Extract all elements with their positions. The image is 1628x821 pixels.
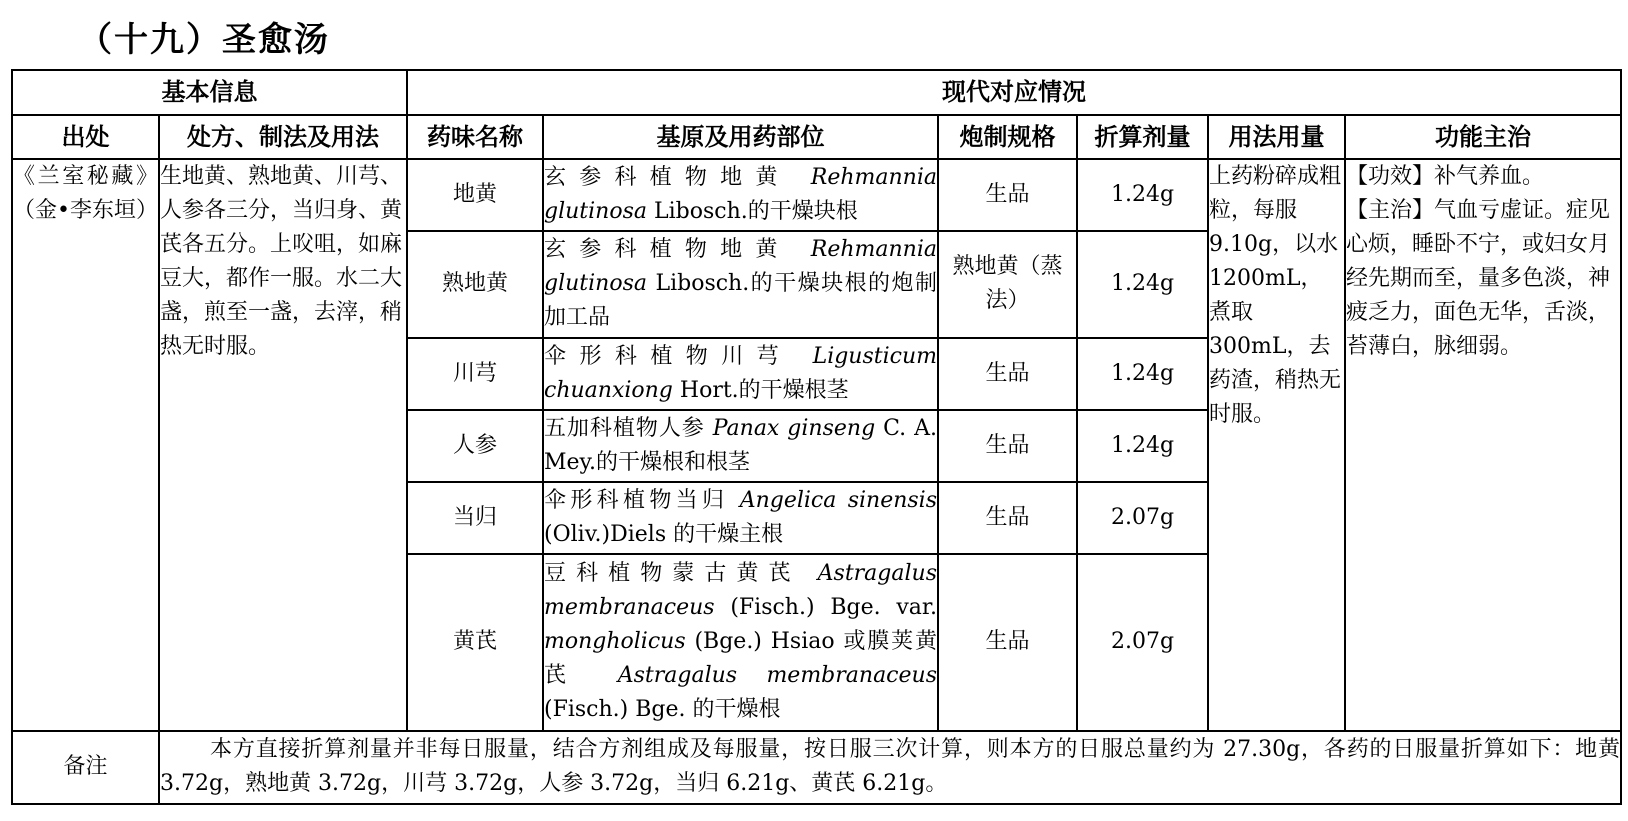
herb-origin: 玄参科植物地黄 Rehmannia glutinosa Libosch.的干燥块根的炮制加工品 <box>543 231 938 338</box>
herb-processing: 生品 <box>938 410 1077 482</box>
function-cell: 【功效】补气养血。 【主治】气血亏虚证。症见心烦，睡卧不宁，或妇女月经先期而至，量多色淡，神疲乏力，面色无华，舌淡，苔薄白，脉细弱。 <box>1345 159 1621 731</box>
herb-name: 川芎 <box>407 338 543 410</box>
herb-processing: 生品 <box>938 338 1077 410</box>
header-basic-info: 基本信息 <box>12 70 407 115</box>
source-cell: 《兰室秘藏》（金•李东垣） <box>12 159 159 731</box>
header-function: 功能主治 <box>1345 115 1621 158</box>
herb-processing: 生品 <box>938 482 1077 554</box>
herb-dose: 2.07g <box>1077 554 1208 731</box>
table-row <box>12 159 1621 231</box>
herb-name: 熟地黄 <box>407 231 543 338</box>
note-row <box>12 731 1621 804</box>
herb-name: 黄芪 <box>407 554 543 731</box>
header-source: 出处 <box>12 115 159 158</box>
header-usage: 用法用量 <box>1208 115 1345 158</box>
note-label: 备注 <box>12 731 159 804</box>
note-text: 本方直接折算剂量并非每日服量，结合方剂组成及每服量，按日服三次计算，则本方的日服总量约为 27.30g，各药的日服量折算如下：地黄 3.72g，熟地黄 3.72g，川芎 3.72g，人参 3.72g，当归 6.21g、黄芪 6.21g。 <box>159 731 1621 804</box>
header-herb-name: 药味名称 <box>407 115 543 158</box>
herb-origin: 伞形科植物川芎 Ligusticum chuanxiong Hort.的干燥根茎 <box>543 338 938 410</box>
header-modern: 现代对应情况 <box>407 70 1621 115</box>
herb-origin: 伞形科植物当归 Angelica sinensis (Oliv.)Diels 的干燥主根 <box>543 482 938 554</box>
herb-processing: 生品 <box>938 554 1077 731</box>
herb-processing: 熟地黄（蒸法） <box>938 231 1077 338</box>
herb-dose: 1.24g <box>1077 410 1208 482</box>
herb-dose: 2.07g <box>1077 482 1208 554</box>
herb-processing: 生品 <box>938 159 1077 231</box>
herb-name: 人参 <box>407 410 543 482</box>
formula-table <box>11 69 1622 805</box>
herb-origin: 五加科植物人参 Panax ginseng C. A. Mey.的干燥根和根茎 <box>543 410 938 482</box>
header-processing: 炮制规格 <box>938 115 1077 158</box>
prescription-cell: 生地黄、熟地黄、川芎、人参各三分，当归身、黄芪各五分。上㕮咀，如麻豆大，都作一服。水二大盏，煎至一盏，去滓，稍热无时服。 <box>159 159 407 731</box>
herb-origin: 豆科植物蒙古黄芪 Astragalus membranaceus (Fisch.) Bge. var. mongholicus (Bge.) Hsiao 或膜荚黄芪 Astragalus membranaceus (Fisch.) Bge. 的干燥根 <box>543 554 938 731</box>
herb-dose: 1.24g <box>1077 159 1208 231</box>
usage-cell: 上药粉碎成粗粒，每服9.10g，以水1200mL，煮取300mL，去药渣，稍热无时服。 <box>1208 159 1345 731</box>
header-prescription: 处方、制法及用法 <box>159 115 407 158</box>
herb-name: 地黄 <box>407 159 543 231</box>
herb-dose: 1.24g <box>1077 338 1208 410</box>
herb-origin: 玄参科植物地黄 Rehmannia glutinosa Libosch.的干燥块根 <box>543 159 938 231</box>
herb-dose: 1.24g <box>1077 231 1208 338</box>
header-origin: 基原及用药部位 <box>543 115 938 158</box>
header-dose: 折算剂量 <box>1077 115 1208 158</box>
page-title: （十九）圣愈汤 <box>78 20 330 60</box>
herb-name: 当归 <box>407 482 543 554</box>
